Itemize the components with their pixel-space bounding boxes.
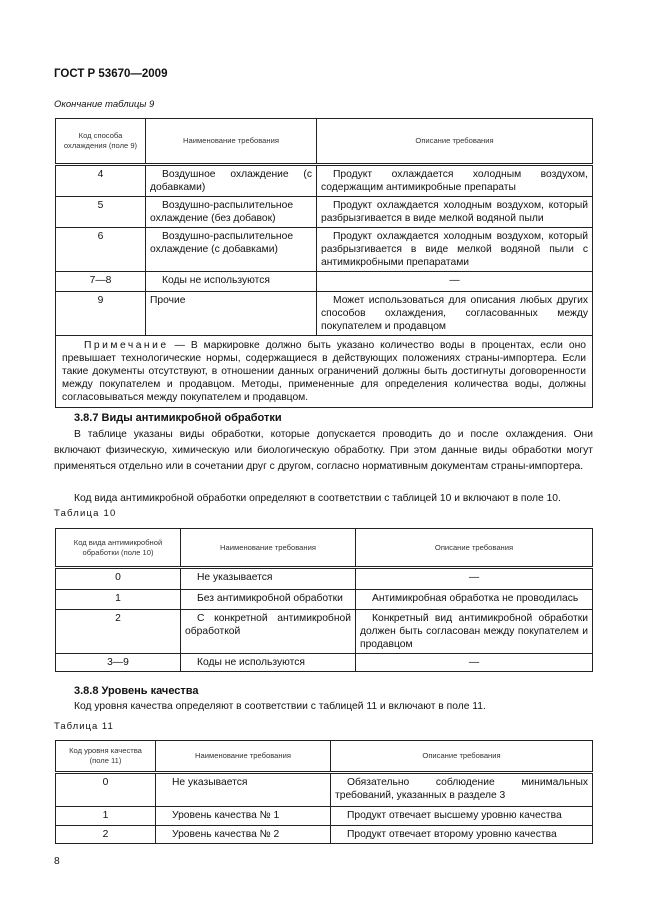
cell: 4 [56, 165, 146, 197]
cell: Может использоваться для описания любых других способов охлаждения, согласованных между покупателем и продавцом [317, 292, 593, 336]
cell: Без антимикробной обработки [181, 590, 356, 610]
cell: Не указывается [181, 568, 356, 590]
section-title-387: 3.8.7 Виды антимикробной обработки [74, 412, 282, 424]
cell: Конкретный вид антимикробной обработки должен быть согласован между покупателем и продавцом [356, 610, 593, 654]
table-row [56, 590, 593, 610]
cell: Не указывается [156, 773, 331, 807]
cell: 0 [56, 773, 156, 807]
col-header: Наименование требования [181, 529, 356, 568]
col-header: Описание требования [331, 741, 593, 773]
table-row [56, 654, 593, 672]
cell: Продукт отвечает второму уровню качества [331, 826, 593, 844]
cell: Продукт отвечает высшему уровню качества [331, 807, 593, 826]
cell: 5 [56, 197, 146, 228]
cell: 1 [56, 590, 181, 610]
col-header: Код уровня качества (поле 11) [56, 741, 156, 773]
cell: Продукт охлаждается холодным воздухом, который разбрызгивается в виде мелкой водяной пыли [317, 197, 593, 228]
table9-caption: Окончание таблицы 9 [54, 99, 155, 110]
table-11 [55, 740, 593, 844]
table-note-row [56, 336, 593, 408]
cell: Продукт охлаждается холодным воздухом, содержащим антимикробные препараты [317, 165, 593, 197]
cell: Коды не используются [181, 654, 356, 672]
table-row [56, 272, 593, 292]
paragraph: Код вида антимикробной обработки определяют в соответствии с таблицей 10 и включают в поле 10. [74, 493, 561, 504]
cell: Воздушно-распылительное охлаждение (с добавками) [146, 228, 317, 272]
cell: 2 [56, 826, 156, 844]
cell: — [356, 654, 593, 672]
cell: Воздушно-распылительное охлаждение (без добавок) [146, 197, 317, 228]
table-9 [55, 118, 593, 408]
cell: Антимикробная обработка не проводилась [356, 590, 593, 610]
table10-caption: Таблица 10 [54, 508, 117, 519]
col-header: Наименование требования [156, 741, 331, 773]
table-row [56, 610, 593, 654]
table-row [56, 197, 593, 228]
table-10 [55, 528, 593, 672]
table-row [56, 292, 593, 336]
cell: — [317, 272, 593, 292]
cell: Обязательно соблюдение минимальных требований, указанных в разделе 3 [331, 773, 593, 807]
cell: 6 [56, 228, 146, 272]
cell: 0 [56, 568, 181, 590]
col-header: Наименование требования [146, 119, 317, 165]
cell: — [356, 568, 593, 590]
table11-caption: Таблица 11 [54, 721, 114, 732]
section-title-388: 3.8.8 Уровень качества [74, 685, 199, 697]
table-note [56, 336, 593, 408]
cell: 2 [56, 610, 181, 654]
page-number: 8 [54, 856, 60, 867]
cell: Продукт охлаждается холодным воздухом, который разбрызгивается в виде мелкой водяной пыли с антимикробными препаратами [317, 228, 593, 272]
cell: Коды не используются [146, 272, 317, 292]
col-header: Описание требования [356, 529, 593, 568]
cell: 3—9 [56, 654, 181, 672]
note-text: — В маркировке должно быть указано количество воды в процентах, если оно превышает технологические нормы, содержащиеся в действующих положениях страны-импортера. Если такие документы отсутствуют, в отношении данных ограничений должны быть достигнуты договоренности между покупателем и продавцом. Методы, примененные для определения количества воды, должны согласовываться между покупателем и продавцом. [62, 340, 586, 403]
cell: Прочие [146, 292, 317, 336]
paragraph: Код уровня качества определяют в соответствии с таблицей 11 и включают в поле 11. [74, 701, 486, 712]
table-row [56, 165, 593, 197]
paragraph: В таблице указаны виды обработки, которые допускается проводить до и после охлаждения. Они включают физическую, химическую или биологическую обработку. При этом данные виды обработки могут применяться отдельно или в сочетании друг с другом, согласно нормативным документам страны-импортера. [54, 429, 593, 472]
col-header: Описание требования [317, 119, 593, 165]
table-row [56, 773, 593, 807]
cell: Уровень качества № 2 [156, 826, 331, 844]
table-row [56, 826, 593, 844]
col-header: Код способа охлаждения (поле 9) [56, 119, 146, 165]
table-row [56, 228, 593, 272]
table-row [56, 568, 593, 590]
col-header: Код вида антимикробной обработки (поле 10) [56, 529, 181, 568]
cell: 7—8 [56, 272, 146, 292]
cell: 9 [56, 292, 146, 336]
cell: С конкретной антимикробной обработкой [181, 610, 356, 654]
note-label: Примечание [84, 340, 169, 351]
cell: 1 [56, 807, 156, 826]
cell: Воздушное охлаждение (с добавками) [146, 165, 317, 197]
document-header: ГОСТ Р 53670—2009 [54, 68, 168, 80]
cell: Уровень качества № 1 [156, 807, 331, 826]
table-row [56, 807, 593, 826]
